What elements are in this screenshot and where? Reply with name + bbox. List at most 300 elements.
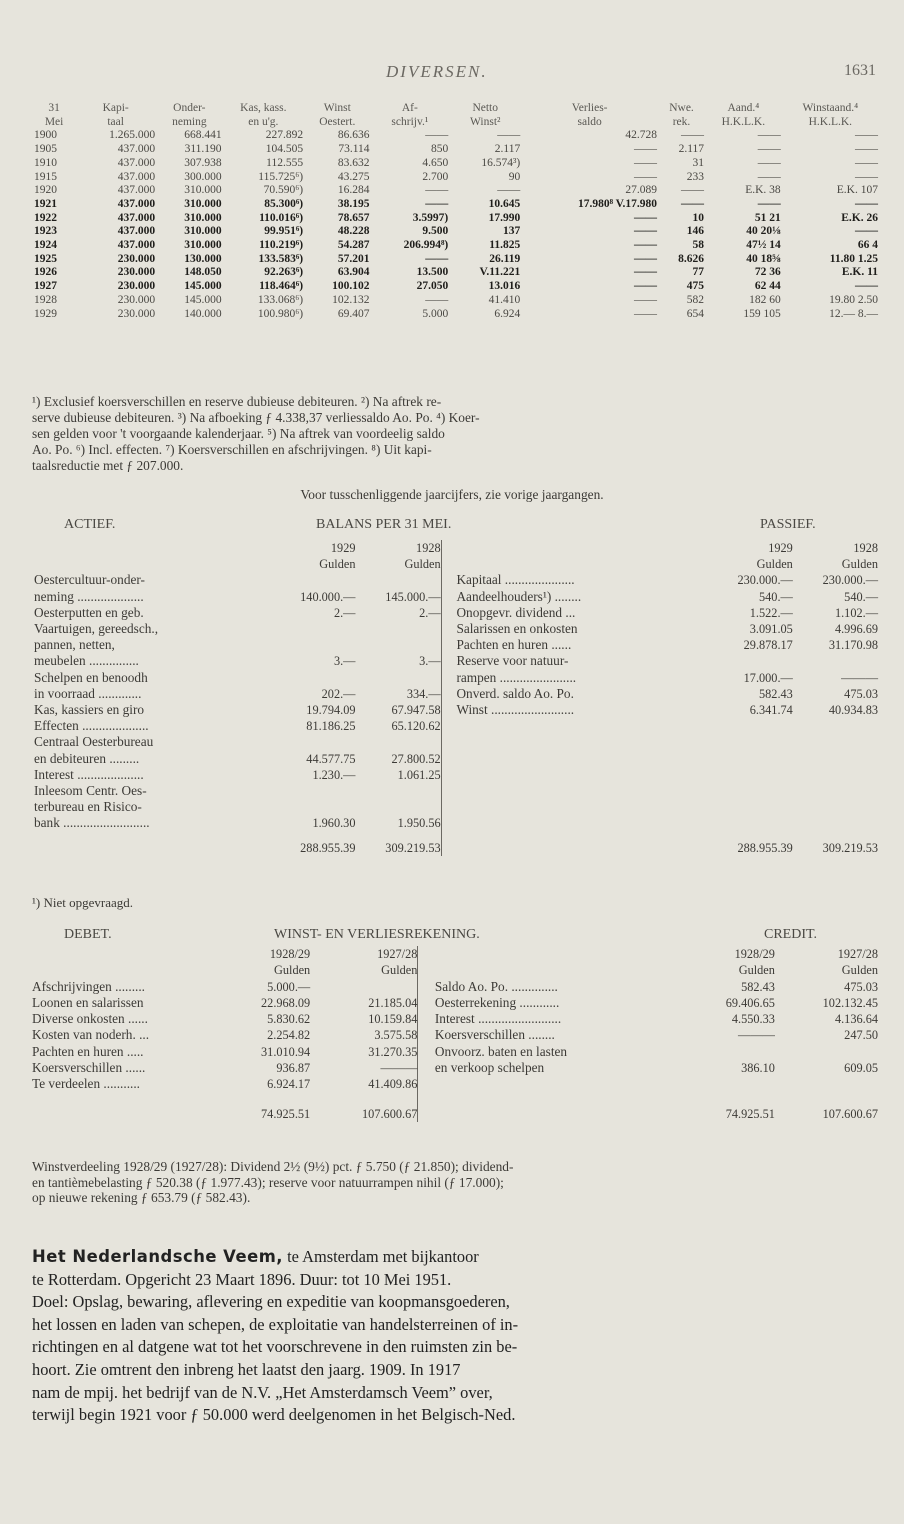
- table-row: [34, 266, 880, 280]
- divider: [441, 572, 454, 588]
- table-cell: 104.505: [265, 143, 304, 156]
- spacer: [32, 946, 215, 962]
- table-cell: 582: [686, 293, 705, 306]
- table-cell: 102.132: [332, 293, 370, 306]
- pl-title: WINST- EN VERLIESREKENING.: [274, 927, 480, 942]
- passief-label: [454, 815, 707, 831]
- table-cell: 311.190: [184, 143, 222, 156]
- table-row: [34, 294, 880, 308]
- actief-value: [266, 621, 355, 637]
- company-line: hoort. Zie omtrent den inbreng het laatst den jaarg. 1909. In 1917: [32, 1359, 461, 1379]
- actief-label: neming ....................: [34, 588, 144, 604]
- table-cell: E.K. 107: [836, 184, 878, 197]
- spacer: [32, 832, 266, 856]
- actief-label: pannen, netten,: [34, 637, 115, 653]
- table-cell: 182 60: [749, 293, 781, 306]
- table-cell: 1927: [34, 280, 57, 293]
- divider: [441, 621, 454, 637]
- column-header: Oestert.: [319, 115, 356, 128]
- total-value: 288.955.39: [737, 840, 793, 855]
- divider: [418, 946, 435, 962]
- balance-row: [32, 718, 878, 734]
- table-cell: ——: [634, 293, 657, 306]
- spacer: [454, 540, 707, 556]
- currency-header: Gulden: [274, 963, 311, 978]
- table-cell: 27.089: [625, 184, 657, 197]
- actief-label: Vaartuigen, gereedsch.,: [34, 621, 159, 637]
- divider: [441, 751, 454, 767]
- table-cell: 73.114: [338, 143, 370, 156]
- table-cell: 54.287: [337, 239, 370, 252]
- divider: [441, 783, 454, 799]
- table-cell: 13.500: [416, 266, 449, 279]
- table-cell: 66 4: [857, 239, 878, 252]
- table-cell: 100.980⁶): [257, 307, 304, 320]
- total-value: 107.600.67: [362, 1106, 418, 1121]
- balance-row: [32, 670, 878, 686]
- passief-value: [793, 783, 878, 799]
- debet-value: 2.254.82: [267, 1028, 311, 1043]
- company-name: Het Nederlandsche Veem,: [32, 1247, 284, 1266]
- table-cell: ——: [634, 252, 657, 265]
- debet-label: Loonen en salarissen: [32, 994, 144, 1010]
- footnotes: [32, 394, 878, 474]
- page-number: 1631: [844, 62, 876, 79]
- table-cell: 11.825: [489, 239, 521, 252]
- table-cell: 437.000: [117, 211, 156, 224]
- currency-header: Gulden: [841, 557, 878, 572]
- passief-value: 540.—: [759, 589, 793, 604]
- year-header: 1928/29: [734, 947, 775, 961]
- balance-total-row: [32, 832, 878, 856]
- passief-value: [708, 751, 793, 767]
- profit-loss-account: [32, 946, 878, 1122]
- debet-value: 5.830.62: [267, 1012, 311, 1027]
- actief-value: 65.120.62: [391, 719, 441, 734]
- debet-label: Te verdeelen ...........: [32, 1076, 140, 1092]
- table-cell: 437.000: [117, 184, 156, 197]
- spacer: [435, 962, 680, 978]
- credit-label: Saldo Ao. Po. ..............: [434, 978, 558, 994]
- balance-row: [32, 815, 878, 831]
- balance-year-row: [32, 540, 878, 556]
- table-cell: ——: [425, 184, 449, 197]
- passief-label: [454, 767, 707, 783]
- table-cell: ——: [855, 280, 878, 293]
- table-cell: 72 36: [754, 266, 781, 279]
- table-cell: 148.050: [184, 266, 222, 279]
- credit-label: Onvoorz. baten en lasten: [434, 1043, 568, 1059]
- table-cell: ——: [425, 252, 449, 265]
- year-header: 1928: [416, 541, 441, 555]
- table-row: [34, 280, 880, 294]
- currency-header: Gulden: [404, 557, 441, 572]
- table-cell: 40 20⅛: [746, 225, 781, 238]
- actief-value: 145.000.—: [385, 589, 441, 604]
- passief-value: 3.091.05: [749, 622, 793, 637]
- passief-label: rampen .......................: [456, 669, 577, 685]
- column-header: taal: [107, 115, 124, 128]
- table-cell: ——: [634, 239, 657, 252]
- table-cell: ——: [855, 197, 878, 210]
- table-cell: E.K. 11: [841, 266, 878, 279]
- column-header: Onder-: [173, 102, 206, 114]
- balance-row: [32, 799, 878, 815]
- table-cell: 437.000: [117, 156, 156, 169]
- table-cell: 17.990: [488, 211, 521, 224]
- table-cell: ——: [634, 280, 657, 293]
- balance-row: [32, 621, 878, 637]
- table-cell: 17.980⁸ V.17.980: [577, 197, 657, 210]
- table-cell: 140.000: [184, 307, 222, 320]
- debet-value: 41.409.86: [368, 1077, 418, 1092]
- divider: [418, 1076, 435, 1092]
- table-cell: ——: [634, 170, 657, 183]
- table-cell: 1920: [34, 184, 57, 197]
- passief-value: 29.878.17: [743, 638, 793, 653]
- balance-row: [32, 702, 878, 718]
- spacer: [454, 832, 707, 856]
- table-cell: 100.102: [332, 280, 370, 293]
- divider: [441, 702, 454, 718]
- table-cell: 115.725⁶): [258, 170, 304, 183]
- table-cell: 206.994⁸): [403, 239, 449, 252]
- credit-value: ———: [738, 1028, 775, 1043]
- table-cell: 437.000: [117, 225, 156, 238]
- year-header: 1929: [330, 541, 356, 555]
- table-cell: 27.050: [416, 280, 449, 293]
- passief-value: [708, 815, 793, 831]
- table-cell: 1910: [34, 156, 57, 169]
- passief-label: Winst .........................: [456, 702, 575, 718]
- table-header-row: [34, 116, 880, 130]
- table-cell: 668.441: [184, 129, 222, 142]
- year-header: 1929: [768, 541, 793, 555]
- table-cell: 16.574³): [481, 156, 521, 169]
- passief-label: Kapitaal .....................: [456, 572, 575, 588]
- divider: [441, 637, 454, 653]
- passief-value: ———: [841, 670, 878, 685]
- balance-row: [32, 572, 878, 588]
- table-cell: 310.000: [184, 225, 222, 238]
- table-cell: 112.555: [266, 156, 304, 169]
- divider: [418, 979, 435, 995]
- table-cell: 42.728: [625, 129, 657, 142]
- debet-label: Afschrijvingen .........: [32, 978, 146, 994]
- table-cell: ——: [634, 307, 657, 320]
- running-title: DIVERSEN.: [386, 62, 488, 81]
- balance-row: [32, 734, 878, 750]
- passief-label: Salarissen en onkosten: [456, 621, 578, 637]
- table-cell: 1915: [34, 170, 57, 183]
- yearly-statistics-table: [34, 102, 880, 321]
- actief-value: 81.186.25: [306, 719, 356, 734]
- table-cell: 300.000: [184, 170, 222, 183]
- table-cell: ——: [681, 129, 705, 142]
- table-cell: 1905: [34, 143, 57, 156]
- credit-value: 582.43: [741, 979, 775, 994]
- divider: [418, 1027, 435, 1043]
- passief-value: [793, 767, 878, 783]
- actief-value: [266, 734, 355, 750]
- column-header: Verlies-: [571, 102, 608, 114]
- table-cell: ——: [757, 170, 781, 183]
- balance-row: [32, 767, 878, 783]
- table-cell: 230.000: [117, 293, 156, 306]
- table-row: [34, 184, 880, 198]
- passief-value: 1.522.—: [749, 605, 793, 620]
- actief-label: in voorraad .............: [34, 685, 142, 701]
- table-cell: 2.700: [422, 170, 449, 183]
- table-cell: ——: [855, 170, 878, 183]
- profit-distribution: [32, 1159, 878, 1206]
- balance-title: BALANS PER 31 MEI.: [316, 517, 452, 532]
- credit-value: 247.50: [844, 1028, 878, 1043]
- spacer: [32, 556, 266, 572]
- table-row: [34, 253, 880, 267]
- footnote-line: taalsreductie met ƒ 207.000.: [32, 458, 184, 473]
- table-cell: 310.000: [184, 239, 222, 252]
- total-value: 309.219.53: [822, 840, 878, 855]
- table-cell: 110.219⁶): [259, 239, 304, 252]
- debet-value: 10.159.84: [368, 1012, 418, 1027]
- table-cell: 86.636: [337, 129, 370, 142]
- table-cell: ——: [497, 129, 521, 142]
- table-cell: ——: [757, 143, 781, 156]
- passief-value: 31.170.98: [828, 638, 878, 653]
- debet-value: ———: [380, 1061, 418, 1076]
- page-header: [0, 62, 904, 90]
- balance-row: [32, 637, 878, 653]
- footnote-line: Ao. Po. ⁶) Incl. effecten. ⁷) Koersverschillen en afschrijvingen. ⁸) Uit kapi-: [32, 442, 432, 457]
- divider: [418, 1044, 435, 1060]
- actief-value: 3.—: [333, 654, 356, 669]
- table-cell: 6.924: [494, 307, 521, 320]
- year-header: 1927/28: [377, 947, 418, 961]
- table-cell: ——: [634, 143, 657, 156]
- actief-value: [355, 637, 441, 653]
- balance-footnote: ¹) Niet opgevraagd.: [32, 895, 133, 910]
- table-cell: 51 21: [754, 211, 781, 224]
- spacer: [32, 1093, 215, 1122]
- divider: [418, 962, 435, 978]
- table-cell: ——: [425, 129, 449, 142]
- table-cell: ——: [497, 184, 521, 197]
- table-row: [34, 129, 880, 143]
- column-header: Nwe.: [669, 102, 694, 114]
- table-cell: 1925: [34, 252, 57, 265]
- actief-value: [266, 799, 355, 815]
- passief-value: 475.03: [844, 686, 878, 701]
- table-cell: 307.938: [184, 156, 222, 169]
- table-cell: 26.119: [489, 252, 521, 265]
- passief-value: 582.43: [759, 686, 793, 701]
- actief-value: 27.800.52: [391, 751, 441, 766]
- table-cell: 3.5997): [412, 211, 449, 224]
- table-cell: 90: [508, 170, 521, 183]
- pl-row: [32, 1044, 878, 1060]
- passief-label: [454, 751, 707, 767]
- actief-value: [355, 670, 441, 686]
- table-cell: ——: [855, 225, 878, 238]
- debet-label: DEBET.: [64, 927, 112, 942]
- actief-value: [266, 572, 355, 588]
- debet-label: Pachten en huren .....: [32, 1043, 144, 1059]
- profit-distribution-line: en tantièmebelasting ƒ 520.38 (ƒ 1.977.43); reserve voor natuurrampen nihil (ƒ 17.000);: [32, 1174, 504, 1190]
- column-header: rek.: [672, 115, 691, 128]
- actief-value: [266, 670, 355, 686]
- table-cell: 1928: [34, 293, 57, 306]
- spacer: [32, 540, 266, 556]
- table-cell: 310.000: [184, 211, 222, 224]
- table-cell: 437.000: [117, 197, 156, 210]
- table-cell: 47½ 14: [746, 239, 781, 252]
- table-cell: ——: [757, 129, 781, 142]
- company-line: richtingen en al datgene wat tot het voorschrevene in den ruimsten zin be-: [32, 1337, 518, 1357]
- passief-value: [793, 815, 878, 831]
- balance-currency-row: [32, 556, 878, 572]
- column-header: Winstaand.⁴: [802, 102, 859, 114]
- table-cell: 31: [692, 156, 705, 169]
- divider: [441, 605, 454, 621]
- pl-total-row: [32, 1093, 878, 1122]
- table-cell: 230.000: [117, 307, 156, 320]
- pl-row: [32, 979, 878, 995]
- table-cell: ——: [634, 266, 657, 279]
- divider: [418, 995, 435, 1011]
- table-cell: ——: [855, 129, 878, 142]
- table-row: [34, 239, 880, 253]
- footnote-line: ¹) Exclusief koersverschillen en reserve dubieuse debiteuren. ²) Na aftrek re-: [32, 394, 442, 409]
- actief-value: 334.—: [406, 686, 441, 701]
- table-cell: 1929: [34, 307, 57, 320]
- table-cell: 57.201: [337, 252, 370, 265]
- actief-label: Interest ....................: [34, 766, 144, 782]
- passief-value: 230.000.—: [737, 573, 793, 588]
- actief-value: [266, 783, 355, 799]
- table-row: [34, 157, 880, 171]
- passief-value: [793, 718, 878, 734]
- table-cell: ——: [425, 197, 449, 210]
- table-cell: 16.284: [337, 184, 370, 197]
- passief-value: [793, 734, 878, 750]
- table-cell: 48.228: [337, 225, 370, 238]
- table-cell: ——: [425, 293, 449, 306]
- table-cell: ——: [757, 156, 781, 169]
- table-cell: 1924: [34, 239, 57, 252]
- table-cell: 85.300⁶): [264, 197, 304, 210]
- pl-row: [32, 995, 878, 1011]
- actief-value: 1.230.—: [312, 767, 356, 782]
- table-cell: 130.000: [184, 252, 222, 265]
- credit-label: en verkoop schelpen: [434, 1060, 545, 1076]
- company-line: te Rotterdam. Opgericht 23 Maart 1896. Duur: tot 10 Mei 1951.: [32, 1269, 452, 1289]
- actief-label: Schelpen en benoodh: [34, 669, 148, 685]
- table-cell: ——: [681, 197, 705, 210]
- currency-header: Gulden: [381, 963, 418, 978]
- table-cell: 145.000: [184, 280, 222, 293]
- column-header: Kas, kass.: [240, 102, 287, 114]
- credit-value: [775, 1044, 878, 1060]
- divider: [418, 1060, 435, 1076]
- pl-row: [32, 1027, 878, 1043]
- table-cell: E.K. 38: [745, 184, 781, 197]
- table-cell: 11.80 1.25: [829, 252, 878, 265]
- table-cell: 654: [686, 307, 705, 320]
- column-header: Winst²: [470, 115, 501, 128]
- passief-label: Reserve voor natuur-: [456, 653, 569, 669]
- credit-value: 475.03: [844, 979, 878, 994]
- currency-header: Gulden: [756, 557, 793, 572]
- actief-value: 2.—: [333, 605, 356, 620]
- currency-header: Gulden: [319, 557, 356, 572]
- actief-label: Kas, kassiers en giro: [34, 702, 145, 718]
- passief-value: [708, 653, 793, 669]
- table-header-row: [34, 102, 880, 116]
- table-cell: ——: [855, 156, 878, 169]
- divider: [441, 589, 454, 605]
- company-line: terwijl begin 1921 voor ƒ 50.000 werd deelgenomen in het Belgisch-Ned.: [32, 1405, 516, 1425]
- actief-label: Oesterputten en geb.: [34, 604, 144, 620]
- column-header: neming: [172, 115, 207, 128]
- actief-value: 19.794.09: [306, 703, 356, 718]
- column-header: saldo: [577, 115, 602, 128]
- divider: [441, 734, 454, 750]
- table-cell: 41.410: [488, 293, 521, 306]
- table-cell: 1900: [34, 129, 57, 142]
- actief-label: en debiteuren .........: [34, 750, 140, 766]
- pl-row: [32, 1076, 878, 1092]
- profit-distribution-line: Winstverdeeling 1928/29 (1927/28): Dividend 2½ (9½) pct. ƒ 5.750 (ƒ 21.850); dividend-: [32, 1159, 514, 1174]
- divider: [418, 1093, 435, 1122]
- actief-value: 67.947.58: [391, 703, 441, 718]
- table-cell: 2.117: [494, 143, 521, 156]
- table-cell: 159 105: [743, 307, 781, 320]
- column-header: Mei: [44, 115, 64, 128]
- divider: [441, 653, 454, 669]
- passief-label: Aandeelhouders¹) ........: [456, 588, 582, 604]
- actief-value: [355, 799, 441, 815]
- actief-value: 202.—: [321, 686, 356, 701]
- table-cell: 58: [692, 239, 705, 252]
- passief-value: 4.996.69: [834, 622, 878, 637]
- passief-value: [708, 734, 793, 750]
- debet-label: Diverse onkosten ......: [32, 1011, 148, 1027]
- debet-value: 5.000.—: [267, 979, 311, 994]
- actief-value: 1.061.25: [397, 767, 441, 782]
- balance-row: [32, 751, 878, 767]
- divider: [441, 832, 454, 856]
- debet-value: [310, 979, 418, 995]
- spacer: [435, 1093, 680, 1122]
- debet-value: 3.575.58: [374, 1028, 418, 1043]
- table-cell: 310.000: [184, 184, 222, 197]
- table-cell: 1.265.000: [109, 129, 156, 142]
- passief-label: PASSIEF.: [760, 517, 816, 532]
- table-row: [34, 308, 880, 322]
- table-cell: 437.000: [117, 239, 156, 252]
- table-cell: 118.464⁶): [259, 280, 304, 293]
- actief-value: 3.—: [419, 654, 441, 669]
- credit-value: [775, 1076, 878, 1092]
- credit-value: 102.132.45: [822, 995, 878, 1010]
- passief-value: [793, 799, 878, 815]
- passief-value: [793, 653, 878, 669]
- divider: [441, 556, 454, 572]
- column-header: en u'g.: [248, 115, 279, 128]
- balance-row: [32, 653, 878, 669]
- total-value: 309.219.53: [385, 840, 441, 855]
